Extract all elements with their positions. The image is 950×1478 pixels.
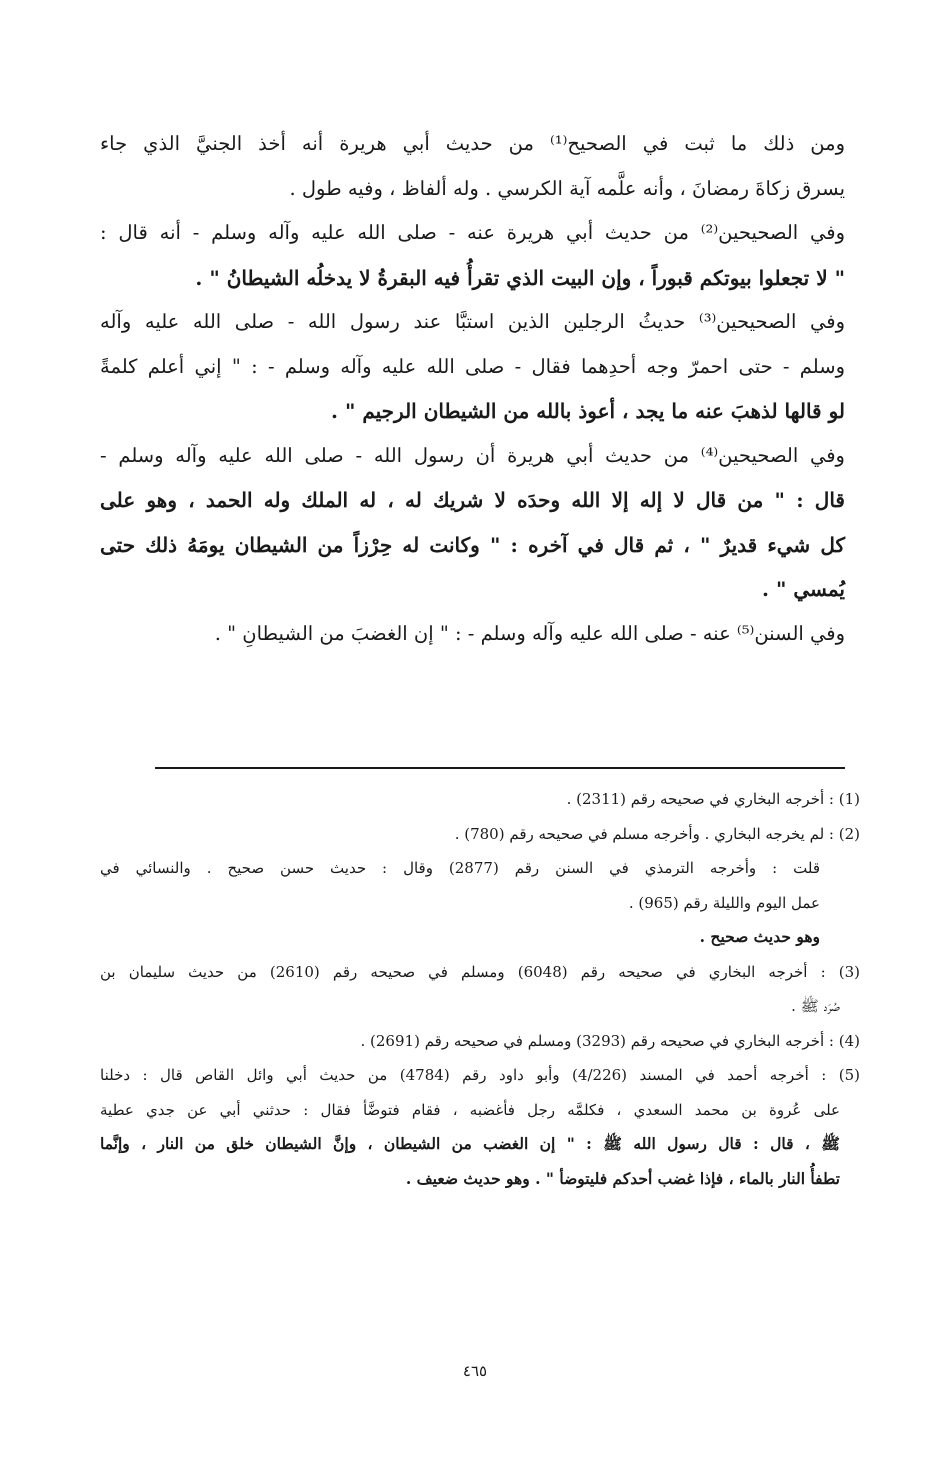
footnote-2-remark bbox=[100, 851, 860, 920]
paragraph-5 bbox=[100, 612, 845, 657]
text-line: وفي الصحيحين⁽²⁾ من حديث أبي هريرة عنه - صلى الله عليه وآله وسلم - أنه قال : bbox=[100, 221, 845, 244]
paragraph-2 bbox=[100, 211, 845, 300]
footnote-line: صُرَد ﷺ . bbox=[791, 997, 840, 1015]
hadith-quote: كل شيء قديرٌ " ، ثم قال في آخره : " وكانت له حِرْزاً من الشيطان يومَهُ ذلك حتى bbox=[100, 532, 845, 557]
hadith-quote: لو قالها لذهبَ عنه ما يجد ، أعوذ بالله من الشيطان الرجيم " . bbox=[331, 399, 845, 423]
footnote-2 bbox=[100, 817, 860, 852]
text-line: وفي السنن⁽⁵⁾ عنه - صلى الله عليه وآله وسلم - : " إن الغضبَ من الشيطانِ " . bbox=[214, 621, 845, 645]
text-line: وفي الصحيحين⁽⁴⁾ من حديث أبي هريرة أن رسول الله - صلى الله عليه وآله وسلم - bbox=[100, 443, 845, 467]
footnote-5 bbox=[100, 1058, 860, 1196]
hadith-quote: يُمسي " . bbox=[762, 577, 845, 601]
hadith-quote: " لا تجعلوا بيوتكم قبوراً ، وإن البيت الذي تقرأُ فيه البقرةُ لا يدخلُه الشيطانُ " . bbox=[195, 265, 845, 290]
main-text bbox=[100, 122, 845, 656]
text-line: ومن ذلك ما ثبت في الصحيح⁽¹⁾ من حديث أبي هريرة أنه أخذ الجنيَّ الذي جاء bbox=[100, 132, 846, 155]
footnote-line: (2) : لم يخرجه البخاري . وأخرجه مسلم في صحيحه رقم (780) . bbox=[454, 824, 860, 843]
hadith-quote: قال : " من قال لا إله إلا الله وحدَه لا شريك له ، له الملك وله الحمد ، وهو على bbox=[100, 488, 845, 512]
footnotes bbox=[100, 782, 860, 1196]
footnote-line: تطفأُ النار بالماء ، فإذا غضب أحدكم فليتوضأ " . وهو حديث ضعيف . bbox=[405, 1168, 840, 1188]
footnote-line: قلت : وأخرجه الترمذي في السنن رقم (2877) وقال : حديث حسن صحيح . والنسائي في bbox=[100, 859, 821, 877]
paragraph-4 bbox=[100, 434, 845, 612]
paragraph-3 bbox=[100, 300, 845, 434]
text-line: يسرق زكاةَ رمضانَ ، وأنه علَّمه آية الكرسي . وله ألفاظ ، وفيه طول . bbox=[289, 176, 845, 200]
page-number: ٤٦٥ bbox=[462, 1362, 488, 1380]
footnote-3 bbox=[100, 955, 860, 1024]
footnote-line: ﷺ ، قال : قال رسول الله ﷺ : " إن الغضب من الشيطان ، وإنَّ الشيطان خلق من النار ، وإنَّما bbox=[100, 1134, 840, 1153]
footnote-line: على عُروة بن محمد السعدي ، فكلمَّه رجل فأغضبه ، فقام فتوضَّأ فقال : حدثني أبي عن جدي عطية bbox=[100, 1100, 840, 1119]
footnote-1 bbox=[100, 782, 860, 817]
footnote-line: (4) : أخرجه البخاري في صحيحه رقم (3293) ومسلم في صحيحه رقم (2691) . bbox=[360, 1031, 860, 1050]
footnote-line: (3) : أخرجه البخاري في صحيحه رقم (6048) ومسلم في صحيحه رقم (2610) من حديث سليمان بن bbox=[100, 962, 860, 981]
text-line: وسلم - حتى احمرّ وجه أحدِهما فقال - صلى الله عليه وآله وسلم - : " إني أعلم كلمةً bbox=[100, 354, 845, 378]
footnote-line: (1) : أخرجه البخاري في صحيحه رقم (2311) . bbox=[566, 790, 860, 808]
text-line: وفي الصحيحين⁽³⁾ حديثُ الرجلين الذين استبَّا عند رسول الله - صلى الله عليه وآله bbox=[100, 310, 845, 333]
footnote-2-verdict bbox=[100, 920, 860, 955]
footnote-line: (5) : أخرجه أحمد في المسند (4/226) وأبو داود رقم (4784) من حديث أبي وائل القاص قال : دخلنا bbox=[100, 1066, 861, 1084]
footnote-divider bbox=[155, 767, 845, 769]
footnote-4 bbox=[100, 1024, 860, 1059]
paragraph-1 bbox=[100, 122, 845, 211]
footnote-line: عمل اليوم والليلة رقم (965) . bbox=[628, 893, 820, 912]
footnote-line: وهو حديث صحيح . bbox=[699, 927, 820, 946]
